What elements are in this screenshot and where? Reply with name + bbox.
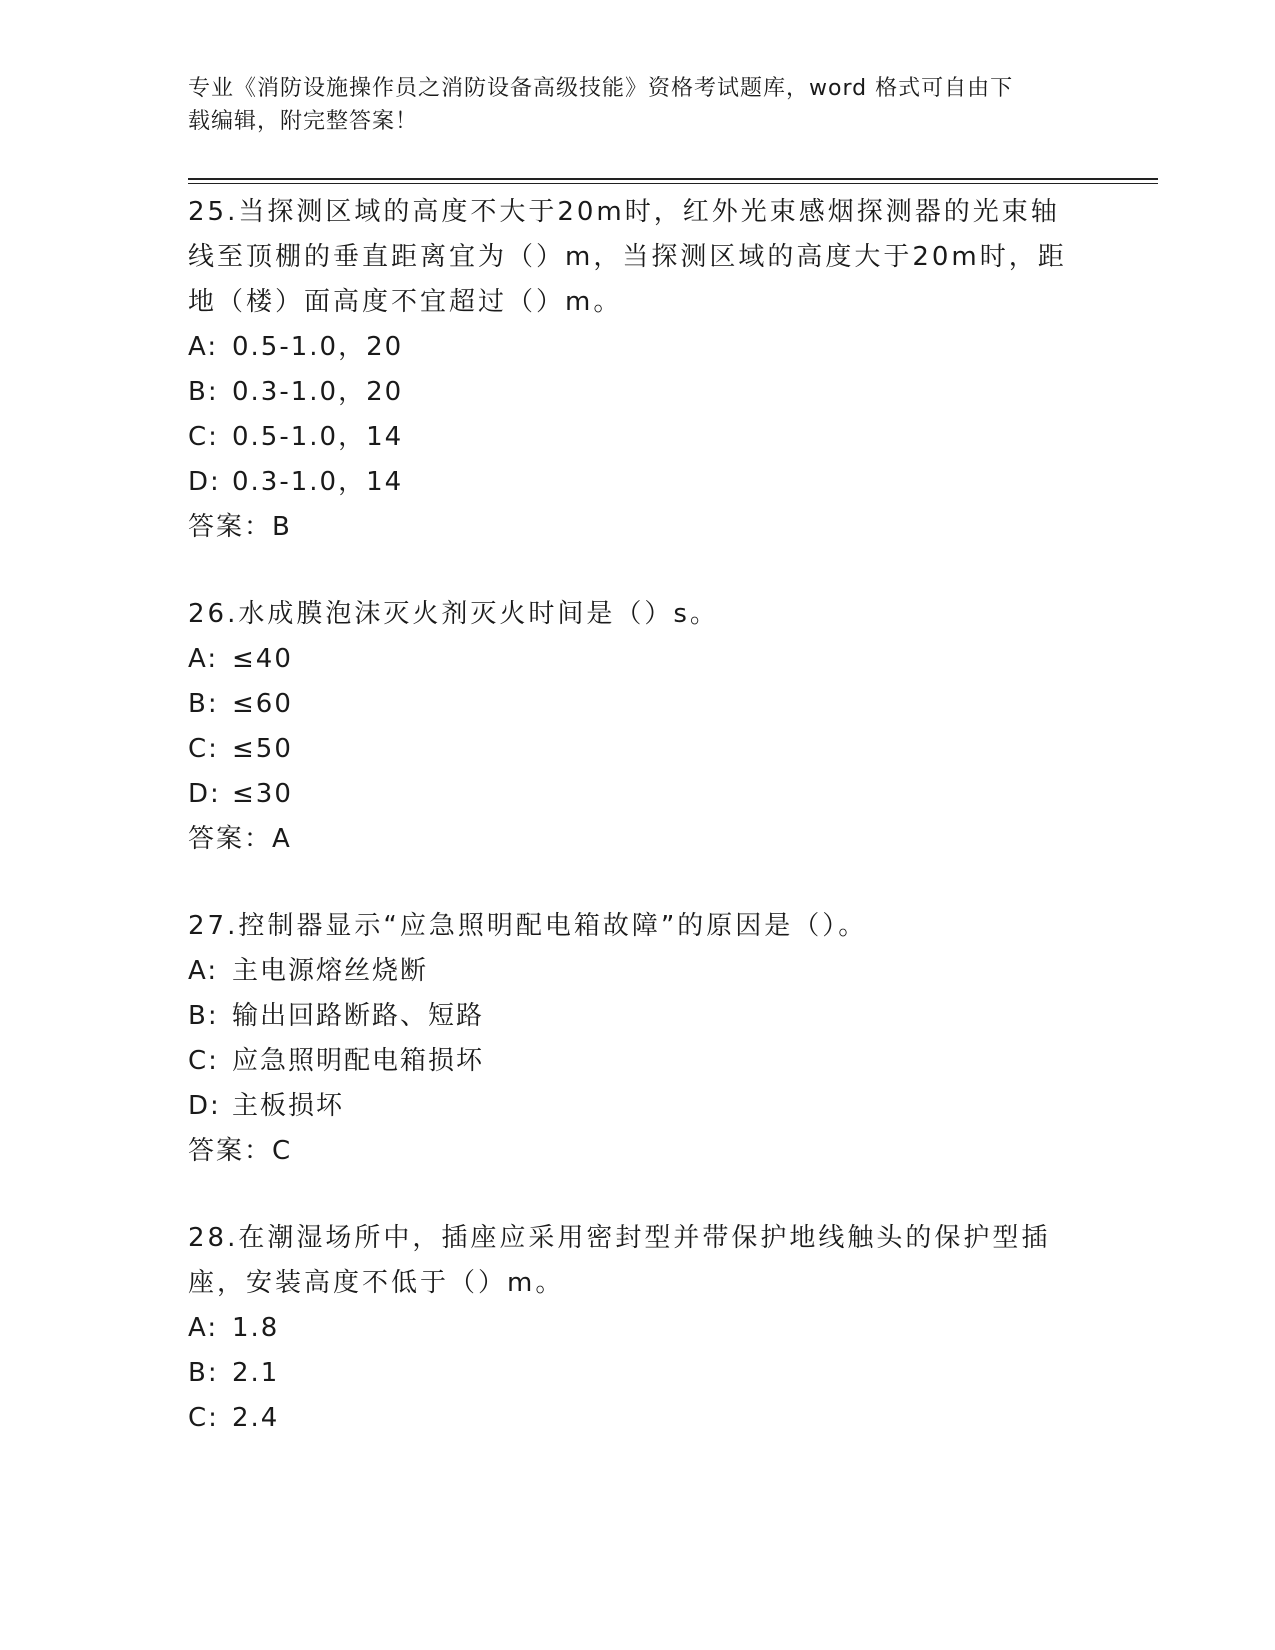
- option-c: [188, 415, 1088, 460]
- option-b: [188, 994, 1088, 1039]
- option-key: C:: [188, 1403, 219, 1433]
- question-text: 27.控制器显示“应急照明配电箱故障”的原因是（）。: [188, 911, 868, 941]
- question-text: 28.在潮湿场所中，插座应采用密封型并带保护地线触头的保护型插座，安装高度不低于（）m。: [188, 1223, 1051, 1298]
- option-b: [188, 682, 1088, 727]
- option-key: C:: [188, 1046, 219, 1076]
- option-key: B:: [188, 1358, 219, 1388]
- option-key: C:: [188, 422, 219, 452]
- question-28: [188, 1216, 1088, 1441]
- question-text: 25.当探测区域的高度不大于20m时，红外光束感烟探测器的光束轴线至顶棚的垂直距离宜为（）m，当探测区域的高度大于20m时，距地（楼）面高度不宜超过（）m。: [188, 197, 1067, 317]
- option-value: ≤30: [232, 779, 293, 809]
- option-key: C:: [188, 734, 219, 764]
- option-value: 0.3-1.0，20: [232, 377, 404, 407]
- option-a: [188, 325, 1088, 370]
- option-value: 2.4: [232, 1403, 280, 1433]
- option-value: 主板损坏: [232, 1091, 345, 1121]
- question-list: [188, 190, 1088, 1483]
- option-key: D:: [188, 779, 221, 809]
- document-header: [188, 72, 1088, 138]
- question-26: [188, 592, 1088, 862]
- option-value: 1.8: [232, 1313, 280, 1343]
- option-b: [188, 370, 1088, 415]
- answer-line: 答案：C: [188, 1136, 293, 1166]
- question-25: [188, 190, 1088, 550]
- option-d: [188, 460, 1088, 505]
- header-divider-thick: [188, 178, 1158, 180]
- option-value: ≤50: [232, 734, 293, 764]
- option-key: A:: [188, 1313, 219, 1343]
- option-c: [188, 1396, 1088, 1441]
- option-value: 主电源熔丝烧断: [232, 956, 429, 986]
- option-value: 0.5-1.0，20: [232, 332, 404, 362]
- option-value: 0.3-1.0，14: [232, 467, 404, 497]
- option-d: [188, 772, 1088, 817]
- option-key: B:: [188, 689, 219, 719]
- question-27: [188, 904, 1088, 1174]
- option-value: 应急照明配电箱损坏: [232, 1046, 485, 1076]
- header-divider-thin: [188, 183, 1158, 184]
- option-a: [188, 949, 1088, 994]
- option-key: D:: [188, 1091, 221, 1121]
- option-value: 0.5-1.0，14: [232, 422, 404, 452]
- option-a: [188, 1306, 1088, 1351]
- option-key: D:: [188, 467, 221, 497]
- header-line-1: 专业《消防设施操作员之消防设备高级技能》资格考试题库，word 格式可自由下: [188, 76, 1014, 101]
- option-value: 2.1: [232, 1358, 280, 1388]
- option-c: [188, 727, 1088, 772]
- option-a: [188, 637, 1088, 682]
- answer-line: 答案：B: [188, 512, 292, 542]
- option-value: ≤60: [232, 689, 293, 719]
- option-d: [188, 1084, 1088, 1129]
- header-line-2: 载编辑，附完整答案！: [188, 109, 419, 134]
- option-c: [188, 1039, 1088, 1084]
- option-key: A:: [188, 644, 219, 674]
- option-key: B:: [188, 377, 219, 407]
- option-value: 输出回路断路、短路: [232, 1001, 485, 1031]
- option-b: [188, 1351, 1088, 1396]
- option-value: ≤40: [232, 644, 293, 674]
- option-key: A:: [188, 332, 219, 362]
- question-text: 26.水成膜泡沫灭火剂灭火时间是（）s。: [188, 599, 719, 629]
- answer-line: 答案：A: [188, 824, 292, 854]
- option-key: B:: [188, 1001, 219, 1031]
- option-key: A:: [188, 956, 219, 986]
